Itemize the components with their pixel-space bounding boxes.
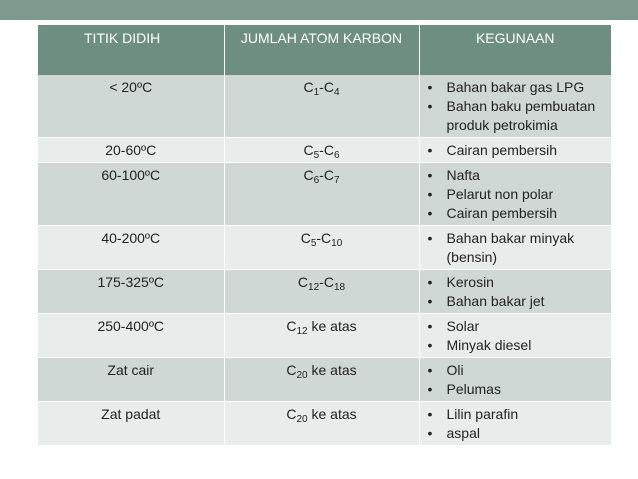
title-bar: [0, 0, 638, 20]
carbon-subscript-start: 20: [296, 414, 308, 425]
use-item: • Kerosin: [428, 273, 608, 292]
carbon-suffix: ke atas: [307, 318, 357, 334]
carbon-range-separator: -C: [319, 167, 334, 183]
uses-cell: [419, 138, 611, 163]
carbon-subscript-end: 18: [333, 282, 346, 293]
use-item: • Bahan bakar jet: [428, 292, 608, 311]
use-item: • Bahan bakar gas LPG: [428, 78, 608, 97]
carbon-subscript-start: 5: [310, 238, 317, 249]
header-boiling-point: TITIK DIDIH: [38, 25, 224, 75]
uses-list: [424, 361, 608, 399]
uses-cell: [419, 270, 611, 314]
carbon-range-separator: -C: [316, 230, 332, 246]
carbon-range-separator: -C: [319, 274, 334, 290]
uses-list: [424, 141, 608, 160]
boiling-point-cell: 175-325ºC: [38, 270, 224, 314]
carbon-symbol: C: [300, 230, 311, 246]
uses-list: [424, 78, 608, 135]
uses-cell: [419, 314, 611, 358]
carbon-subscript-start: 20: [296, 370, 308, 381]
carbon-subscript-start: 6: [313, 175, 320, 186]
boiling-point-cell: 20-60ºC: [38, 138, 224, 163]
carbon-count-cell: [224, 163, 419, 226]
uses-cell: [419, 163, 611, 226]
table-header-row: [38, 25, 611, 75]
carbon-subscript-start: 12: [308, 282, 320, 293]
use-item: • Nafta: [428, 166, 608, 185]
boiling-point-cell: 40-200ºC: [38, 226, 224, 270]
uses-list: [424, 273, 608, 311]
header-uses: KEGUNAAN: [419, 25, 611, 75]
boiling-point-cell: Zat cair: [38, 358, 224, 402]
boiling-point-cell: 60-100ºC: [38, 163, 224, 226]
carbon-range-separator: -C: [319, 142, 334, 158]
use-item: • aspal: [428, 424, 608, 443]
petroleum-fractions-table: [38, 25, 611, 446]
carbon-count-cell: [224, 138, 419, 163]
carbon-subscript-end: 7: [333, 175, 340, 186]
use-item: • Pelumas: [428, 380, 608, 399]
use-item: • Oli: [428, 361, 608, 380]
carbon-subscript-start: 5: [313, 150, 320, 161]
use-item: • Cairan pembersih: [428, 141, 608, 160]
uses-cell: [419, 358, 611, 402]
carbon-suffix: ke atas: [307, 362, 357, 378]
carbon-count-cell: [224, 402, 419, 446]
boiling-point-cell: < 20ºC: [38, 75, 224, 138]
use-item: • Pelarut non polar: [428, 185, 608, 204]
table-row: [38, 226, 611, 270]
table-row: [38, 270, 611, 314]
use-item: • Cairan pembersih: [428, 204, 608, 223]
carbon-suffix: ke atas: [307, 406, 357, 422]
use-item: • Minyak diesel: [428, 336, 608, 355]
boiling-point-cell: 250-400ºC: [38, 314, 224, 358]
carbon-subscript-start: 1: [313, 87, 320, 98]
carbon-symbol: C: [286, 406, 297, 422]
boiling-point-cell: Zat padat: [38, 402, 224, 446]
carbon-subscript-end: 6: [333, 150, 340, 161]
table-row: [38, 358, 611, 402]
table-row: [38, 138, 611, 163]
table-row: [38, 402, 611, 446]
carbon-count-cell: [224, 314, 419, 358]
carbon-count-cell: [224, 358, 419, 402]
carbon-symbol: C: [303, 167, 314, 183]
uses-cell: [419, 226, 611, 270]
carbon-range-separator: -C: [319, 79, 334, 95]
uses-list: [424, 405, 608, 443]
uses-cell: [419, 75, 611, 138]
table-row: [38, 75, 611, 138]
header-carbon-count: JUMLAH ATOM KARBON: [224, 25, 419, 75]
carbon-symbol: C: [286, 318, 297, 334]
uses-cell: [419, 402, 611, 446]
uses-list: [424, 229, 608, 267]
carbon-subscript-end: 10: [331, 238, 343, 249]
carbon-symbol: C: [303, 79, 314, 95]
use-item: • Solar: [428, 317, 608, 336]
use-item: • Bahan bakar minyak (bensin): [428, 229, 608, 267]
carbon-count-cell: [224, 75, 419, 138]
carbon-symbol: C: [286, 362, 297, 378]
carbon-subscript-end: 4: [333, 87, 340, 98]
table-row: [38, 163, 611, 226]
carbon-subscript-start: 12: [296, 326, 308, 337]
carbon-count-cell: [224, 270, 419, 314]
use-item: • Bahan baku pembuatan produk petrokimia: [428, 97, 608, 135]
table-row: [38, 314, 611, 358]
uses-list: [424, 166, 608, 223]
carbon-symbol: C: [297, 274, 309, 290]
use-item: • Lilin parafin: [428, 405, 608, 424]
carbon-count-cell: [224, 226, 419, 270]
carbon-symbol: C: [303, 142, 314, 158]
uses-list: [424, 317, 608, 355]
